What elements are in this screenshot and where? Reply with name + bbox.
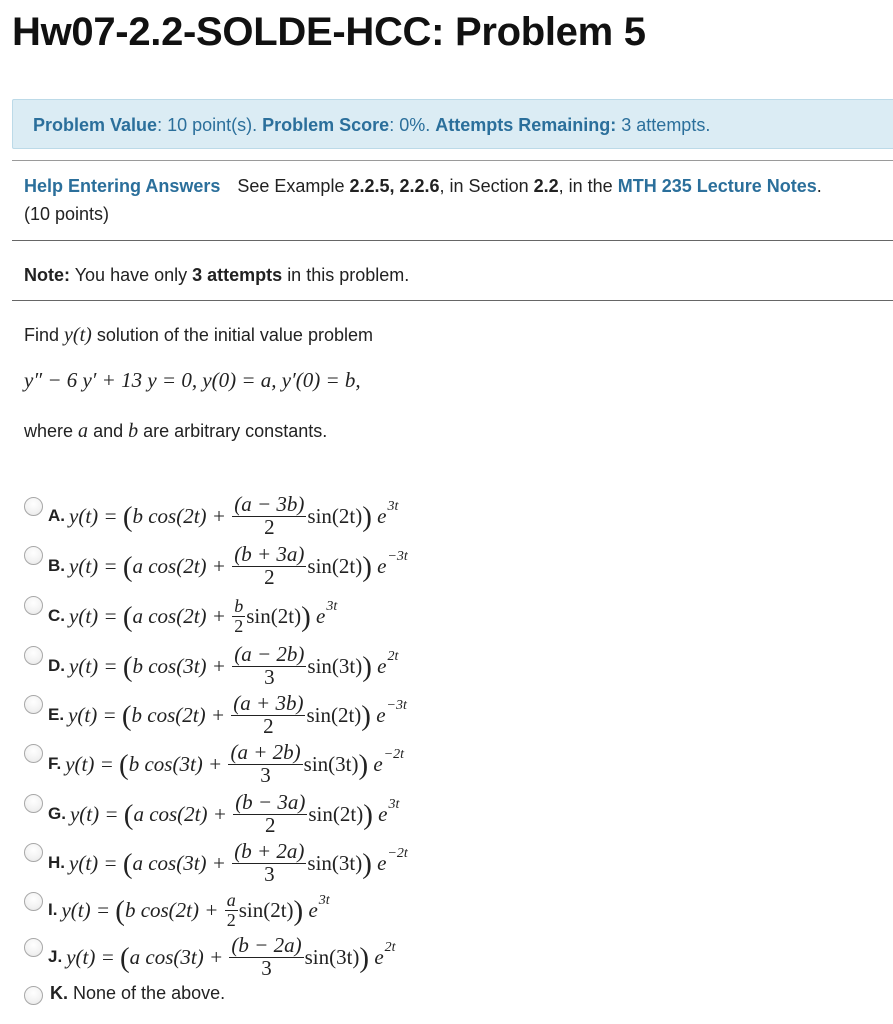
page-title: Hw07-2.2-SOLDE-HCC: Problem 5 [12,10,646,54]
option-label: A. [48,506,65,525]
option-term: b cos(2t) + [124,897,219,922]
option-term: b cos(2t) + [131,702,226,727]
option-lhs: y(t) = [69,801,119,826]
option-g[interactable] [48,788,399,840]
fraction-denominator: 2 [265,813,276,837]
period: . [816,176,822,196]
lecture-notes-link[interactable]: MTH 235 Lecture Notes [617,176,817,196]
problem-info-box: Problem Value: 10 point(s). Problem Score: 0%. Attempts Remaining: 3 attempts. [12,99,893,149]
option-term: b cos(3t) + [128,751,223,776]
problem-score-label: Problem Score [262,115,390,135]
and-word: and [93,421,124,441]
option-term: a cos(2t) + [132,603,226,628]
option-label: C. [48,606,65,625]
fraction-denominator: 2 [264,565,275,589]
exp-base: e [377,653,387,678]
paren-close: ) [363,798,373,831]
paren-open: ( [115,894,125,927]
paren-open: ( [122,847,133,880]
option-fraction [233,789,307,837]
option-lhs: y(t) = [69,850,118,875]
problem-value-label: Problem Value [33,115,158,135]
option-sin-term: sin(2t) [246,603,302,628]
fraction-numerator: (b − 2a) [231,932,302,957]
fraction-denominator: 3 [260,763,271,787]
fraction-numerator: a [226,889,236,910]
option-term: a cos(2t) + [133,801,227,826]
radio-option-i[interactable] [24,892,43,911]
option-exponent: 2t [387,649,399,664]
option-fraction [231,690,305,738]
section-number: 2.2 [533,176,559,196]
option-label: H. [48,853,65,872]
option-term: a cos(3t) + [132,850,226,875]
fraction-denominator: 2 [226,910,236,930]
radio-option-c[interactable] [24,596,43,615]
paren-open: ( [122,500,133,533]
paren-open: ( [120,941,130,974]
paren-close: ) [293,894,304,927]
option-label: G. [48,804,66,823]
option-a[interactable] [48,490,398,542]
paren-close: ) [362,550,372,583]
option-lhs: y(t) = [61,897,111,922]
find-text: Find [24,325,60,345]
option-sin-term: sin(3t) [307,653,363,678]
option-lhs: y(t) = [66,944,115,969]
option-fraction [225,891,238,930]
fraction-numerator: (a − 3b) [234,491,305,516]
paren-open: ( [122,600,133,633]
option-exponent: −2t [383,747,405,762]
var-b: b [128,420,139,442]
option-lhs: y(t) = [69,653,118,678]
option-exponent: 3t [388,797,400,812]
in-section-text: , in Section [439,176,529,196]
problem-value: 10 point(s). [167,115,258,135]
option-label: D. [48,656,65,675]
option-sin-term: sin(2t) [308,801,364,826]
divider [12,160,893,161]
fraction-numerator: (b − 3a) [235,789,306,814]
paren-open: ( [119,748,129,781]
find-text-end: solution of the initial value problem [96,325,373,345]
radio-option-h[interactable] [24,843,43,862]
where-text [24,420,327,443]
ode-text: y″ − 6 y′ + 13 y = 0, y(0) = a, y′(0) = b, [24,368,361,392]
option-i[interactable] [48,884,330,936]
exp-base: e [374,944,384,969]
option-exponent: 3t [318,893,330,908]
paren-open: ( [122,650,133,683]
note-text-end: in this problem. [287,265,410,285]
radio-option-e[interactable] [24,695,43,714]
note-attempts: 3 attempts [192,265,283,285]
option-lhs: y(t) = [68,702,117,727]
fraction-denominator: 3 [261,956,272,980]
option-term: a cos(3t) + [129,944,224,969]
paren-open: ( [123,798,134,831]
radio-option-a[interactable] [24,497,43,516]
paren-close: ) [359,941,370,974]
option-sin-term: sin(3t) [303,751,359,776]
option-fraction [228,739,302,787]
exp-base: e [377,553,387,578]
option-b[interactable] [48,540,408,592]
note-line [24,265,409,286]
paren-close: ) [362,847,372,880]
attempts-remaining-label: Attempts Remaining: [435,115,617,135]
exp-base: e [377,850,387,875]
paren-close: ) [361,699,371,732]
fraction-denominator: 3 [264,665,275,689]
option-term: b cos(2t) + [132,503,226,528]
option-fraction [229,932,303,980]
option-exponent: 3t [387,499,399,514]
see-example-text: See Example [237,176,345,196]
fraction-numerator: (a + 2b) [230,739,301,764]
option-label: B. [48,556,65,575]
option-k-text: None of the above. [73,983,226,1003]
option-sin-term: sin(2t) [307,553,363,578]
radio-option-j[interactable] [24,938,43,957]
option-exponent: −2t [387,846,408,861]
option-c[interactable] [48,590,337,642]
fraction-numerator: (b + 3a) [234,541,305,566]
divider [12,240,893,241]
paren-close: ) [358,748,369,781]
fraction-denominator: 2 [263,714,274,738]
help-line [24,176,822,197]
problem-statement [24,324,373,347]
help-entering-answers-link[interactable]: Help Entering Answers [24,176,221,196]
paren-close: ) [362,650,372,683]
ode-equation [24,368,361,393]
radio-option-k[interactable] [24,986,43,1005]
fraction-numerator: (b + 2a) [234,838,305,863]
option-fraction [232,838,306,886]
option-fraction [232,541,306,589]
problem-points: (10 points) [24,204,110,224]
paren-open: ( [122,550,133,583]
option-label: F. [48,754,62,773]
option-fraction [232,491,306,539]
note-text: You have only [74,265,188,285]
option-d[interactable] [48,640,398,692]
radio-option-f[interactable] [24,744,43,763]
paren-close: ) [301,600,311,633]
exp-base: e [378,801,388,826]
option-exponent: −3t [386,698,407,713]
fraction-denominator: 2 [264,515,275,539]
paren-close: ) [362,500,372,533]
option-lhs: y(t) = [69,503,118,528]
option-label: J. [48,947,63,966]
option-k[interactable] [50,983,225,1004]
var-a: a [78,420,89,442]
fraction-numerator: b [234,595,244,616]
problem-score: 0%. [399,115,431,135]
function-symbol: y(t) [64,324,92,346]
divider [12,300,893,301]
where-end: are arbitrary constants. [143,421,328,441]
option-fraction [232,597,245,636]
option-exponent: −3t [387,549,408,564]
option-sin-term: sin(2t) [306,702,362,727]
note-label: Note: [24,265,70,285]
option-label: K. [50,983,68,1003]
fraction-denominator: 3 [264,862,275,886]
exp-base: e [377,503,387,528]
option-e[interactable] [48,689,407,741]
option-h[interactable] [48,837,408,889]
option-lhs: y(t) = [69,553,118,578]
exp-base: e [315,603,326,628]
option-label: E. [48,705,65,724]
option-fraction [232,641,306,689]
option-exponent: 2t [384,940,396,955]
where-word: where [24,421,74,441]
option-term: a cos(2t) + [132,553,226,578]
option-sin-term: sin(3t) [307,850,363,875]
exp-base: e [376,702,386,727]
option-term: b cos(3t) + [132,653,226,678]
radio-option-d[interactable] [24,646,43,665]
paren-open: ( [121,699,132,732]
fraction-numerator: (a + 3b) [233,690,304,715]
in-the-text: , in the [558,176,613,196]
option-f[interactable] [48,738,404,790]
option-lhs: y(t) = [65,751,114,776]
exp-base: e [373,751,383,776]
option-lhs: y(t) = [69,603,118,628]
example-numbers: 2.2.5, 2.2.6 [349,176,440,196]
option-j[interactable] [48,931,396,983]
option-sin-term: sin(3t) [304,944,360,969]
fraction-denominator: 2 [234,616,244,636]
attempts-remaining: 3 attempts. [621,115,711,135]
option-sin-term: sin(2t) [307,503,363,528]
option-label: I. [48,900,58,919]
option-exponent: 3t [326,599,338,614]
radio-option-b[interactable] [24,546,43,565]
radio-option-g[interactable] [24,794,43,813]
exp-base: e [308,897,318,922]
option-sin-term: sin(2t) [238,897,294,922]
fraction-numerator: (a − 2b) [234,641,305,666]
